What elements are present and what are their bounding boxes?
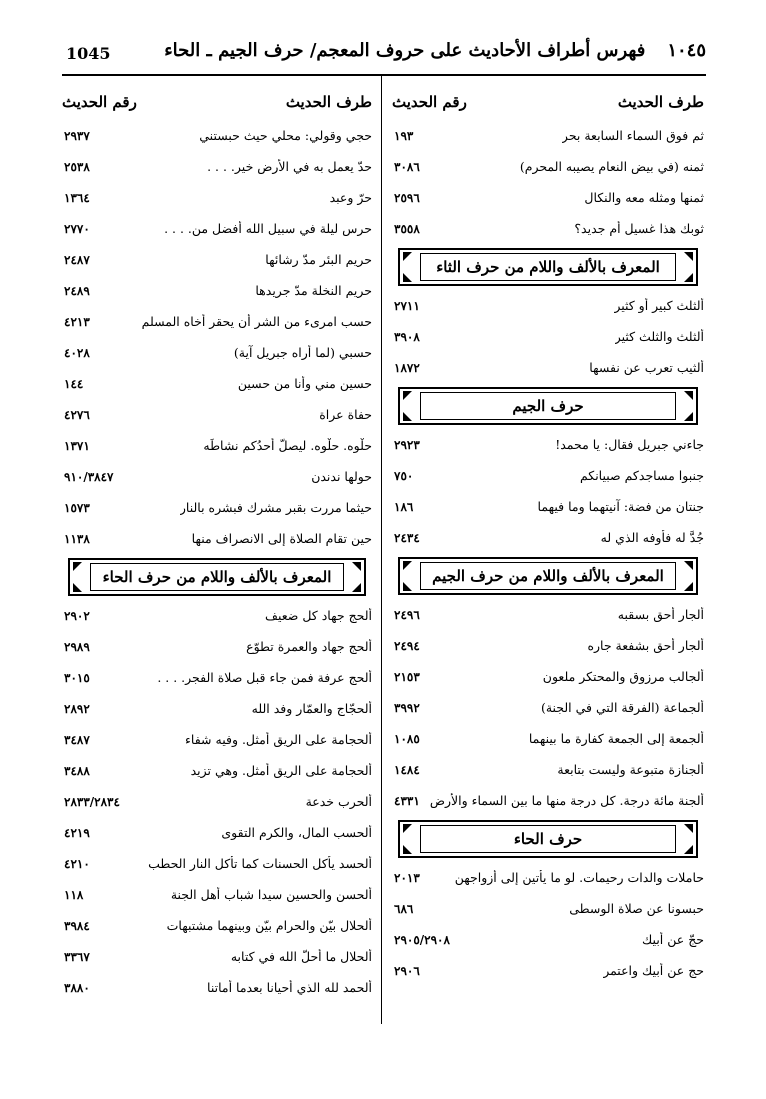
column-header-number: رقم الحديث (392, 93, 467, 111)
hadith-incipit: حاملات والدات رحيمات. لو ما يأتين إلى أزواجهن (454, 870, 704, 885)
hadith-incipit: ألحجّاج والعمّار وفد الله (251, 701, 372, 716)
hadith-number: ٣٠٨٦ (394, 159, 420, 174)
hadith-number: ٢٩٨٩ (64, 639, 90, 654)
index-entry (392, 754, 704, 785)
hadith-number: ١٨٧٢ (394, 360, 420, 375)
hadith-number: ٣٨٨٠ (64, 980, 90, 995)
hadith-incipit: ألجنازة متبوعة وليست بتابعة (557, 762, 704, 777)
index-entry (62, 244, 372, 275)
corner-ornament-icon (403, 391, 412, 400)
hadith-incipit: حسب امرىء من الشر أن يحقر أخاه المسلم (141, 314, 372, 329)
hadith-number: ٤٢١٣ (64, 314, 90, 329)
corner-ornament-icon (403, 273, 412, 282)
hadith-incipit: ألجنة مائة درجة. كل درجة منها ما بين السماء والأرض (429, 793, 704, 808)
hadith-incipit: ألحمد لله الذي أحيانا بعدما أماتنا (207, 980, 372, 995)
index-entry (62, 523, 372, 554)
column-divider (381, 76, 382, 1024)
index-entry (392, 321, 704, 352)
running-title (164, 40, 706, 61)
hadith-number: ٣٤٨٧ (64, 732, 90, 747)
hadith-number: ٣٤٨٨ (64, 763, 90, 778)
index-entry (392, 955, 704, 986)
hadith-number: ٢٩٢٣ (394, 437, 420, 452)
hadith-incipit: حجّ عن أبيك (642, 932, 704, 947)
section-heading-label: المعرف بالألف واللام من حرف الثاء (436, 258, 660, 276)
hadith-number: ٩١٠/٣٨٤٧ (64, 469, 114, 484)
hadith-number: ٢٤٣٤ (394, 530, 420, 545)
hadith-incipit: ألثلث كبير أو كثير (614, 298, 704, 313)
index-entry (392, 491, 704, 522)
index-entry (392, 630, 704, 661)
index-entry (392, 290, 704, 321)
section-heading (398, 248, 698, 286)
hadith-incipit: حين تقام الصلاة إلى الانصراف منها (191, 531, 372, 546)
index-entry (62, 306, 372, 337)
hadith-incipit: ألجار أحق بشفعة جاره (587, 638, 704, 653)
index-entry (62, 724, 372, 755)
corner-ornament-icon (352, 583, 361, 592)
hadith-incipit: حدّ يعمل به في الأرض خير. . . . (207, 159, 372, 174)
section-heading-label: حرف الجيم (512, 397, 584, 415)
index-entry (62, 368, 372, 399)
hadith-incipit: جنتان من فضة: آنيتهما وما فيهما (537, 499, 704, 514)
section-heading-label: حرف الحاء (513, 830, 583, 848)
index-entry (62, 848, 372, 879)
index-entry (392, 182, 704, 213)
hadith-incipit: ثمنه (في بيض النعام يصيبه المحرم) (519, 159, 704, 174)
hadith-number: ٢٧٧٠ (64, 221, 90, 236)
hadith-incipit: ألحسد يأكل الحسنات كما تأكل النار الحطب (148, 856, 372, 871)
hadith-number: ٤٢١٠ (64, 856, 90, 871)
index-entry (62, 910, 372, 941)
hadith-incipit: حيثما مررت بقبر مشرك فبشره بالنار (179, 500, 372, 515)
hadith-number: ٧٥٠ (394, 468, 414, 483)
index-entry (392, 120, 704, 151)
hadith-incipit: حولها ندندن (311, 469, 372, 484)
page-header (62, 38, 706, 76)
hadith-number: ١٠٨٥ (394, 731, 420, 746)
index-entry (62, 662, 372, 693)
hadith-incipit: جُدَّ له فأوفه الذي له (600, 530, 704, 545)
hadith-incipit: ألحرب خدعة (305, 794, 372, 809)
index-entry (392, 723, 704, 754)
page-number-arabic: ١٠٤٥ (667, 40, 706, 61)
index-entry (62, 275, 372, 306)
hadith-incipit: حرّ وعبد (329, 190, 372, 205)
hadith-number: ٢٨٣٣/٢٨٣٤ (64, 794, 120, 809)
hadith-number: ٢٩٠٢ (64, 608, 90, 623)
index-entry (392, 460, 704, 491)
index-entry (392, 924, 704, 955)
hadith-incipit: حسبي (لما أراه جبريل آية) (233, 345, 372, 360)
section-heading (398, 820, 698, 858)
hadith-number: ٢٥٣٨ (64, 159, 90, 174)
hadith-incipit: حفاة عراة (319, 407, 372, 422)
hadith-incipit: ألجماعة (الفرقة التي في الجنة) (540, 700, 704, 715)
hadith-number: ١٥٧٣ (64, 500, 90, 515)
hadith-number: ٣٥٥٨ (394, 221, 420, 236)
index-entry (392, 522, 704, 553)
corner-ornament-icon (684, 561, 693, 570)
hadith-incipit: حج عن أبيك واعتمر (603, 963, 704, 978)
hadith-incipit: حريم البئر مدّ رشائها (265, 252, 372, 267)
left-column (62, 84, 372, 1003)
hadith-incipit: ألجار أحق بسقبه (617, 607, 704, 622)
index-entry (392, 213, 704, 244)
index-entry (392, 599, 704, 630)
index-entry (62, 461, 372, 492)
hadith-number: ٢٤٨٧ (64, 252, 90, 267)
index-entry (62, 492, 372, 523)
index-entry (62, 182, 372, 213)
index-entry (62, 337, 372, 368)
hadith-incipit: ألحلال ما أحلّ الله في كتابه (230, 949, 372, 964)
hadith-number: ٢٤٩٦ (394, 607, 420, 622)
corner-ornament-icon (403, 252, 412, 261)
hadith-number: ٢١٥٣ (394, 669, 420, 684)
hadith-incipit: ألحجامة على الريق أمثل. وفيه شفاء (185, 732, 372, 747)
running-title-text: فهرس أطراف الأحاديث على حروف المعجم/ حرف الجيم ـ الحاء (164, 40, 646, 61)
index-entry (392, 151, 704, 182)
index-entry (62, 879, 372, 910)
hadith-number: ٢٥٩٦ (394, 190, 420, 205)
corner-ornament-icon (403, 561, 412, 570)
hadith-incipit: حلْوه. حلْوه. ليصلّ أحدُكم نشاطَه (203, 438, 372, 453)
hadith-number: ٢٩٣٧ (64, 128, 90, 143)
hadith-number: ١٤٤ (64, 376, 84, 391)
hadith-number: ٤٠٢٨ (64, 345, 90, 360)
hadith-number: ٦٨٦ (394, 901, 414, 916)
index-entry (62, 120, 372, 151)
hadith-incipit: ألحجامة على الريق أمثل. وهي تزيد (190, 763, 372, 778)
hadith-incipit: ألحلال بيّن والحرام بيّن وبينهما مشتبهات (166, 918, 372, 933)
section-heading (398, 387, 698, 425)
index-entry (62, 430, 372, 461)
index-entry (392, 352, 704, 383)
hadith-incipit: حجي وقولي: محلي حيث حبستني (199, 128, 372, 143)
hadith-number: ١٣٧١ (64, 438, 90, 453)
index-entry (392, 692, 704, 723)
corner-ornament-icon (73, 583, 82, 592)
hadith-number: ١١٣٨ (64, 531, 90, 546)
index-entry (62, 399, 372, 430)
index-entry (62, 213, 372, 244)
section-heading (68, 558, 366, 596)
hadith-number: ١١٨ (64, 887, 84, 902)
index-entry (62, 972, 372, 1003)
section-heading-label: المعرف بالألف واللام من حرف الجيم (432, 567, 664, 585)
hadith-incipit: ثوبك هذا غسيل أم جديد؟ (574, 221, 704, 236)
index-entry (62, 817, 372, 848)
hadith-number: ٢٤٨٩ (64, 283, 90, 298)
hadith-number: ٣٩٨٤ (64, 918, 90, 933)
hadith-number: ٤٢١٩ (64, 825, 90, 840)
column-header-number: رقم الحديث (62, 93, 137, 111)
hadith-incipit: جنبوا مساجدكم صبيانكم (579, 468, 704, 483)
corner-ornament-icon (684, 582, 693, 591)
index-entry (62, 786, 372, 817)
hadith-incipit: ألحسن والحسين سيدا شباب أهل الجنة (170, 887, 372, 902)
index-entry (62, 631, 372, 662)
index-entry (392, 893, 704, 924)
section-heading (398, 557, 698, 595)
index-entry (392, 862, 704, 893)
index-entry (62, 151, 372, 182)
hadith-incipit: ألحج عرفة فمن جاء قبل صلاة الفجر. . . . (157, 670, 372, 685)
hadith-incipit: ألثيب تعرب عن نفسها (589, 360, 704, 375)
hadith-number: ٣٣٦٧ (64, 949, 90, 964)
hadith-number: ٣٩٠٨ (394, 329, 420, 344)
hadith-number: ٢٧١١ (394, 298, 420, 313)
hadith-incipit: حبسونا عن صلاة الوسطى (569, 901, 704, 916)
column-header-title: طرف الحديث (617, 93, 704, 111)
corner-ornament-icon (403, 582, 412, 591)
column-header-title: طرف الحديث (285, 93, 372, 111)
hadith-incipit: حسين مني وأنا من حسين (237, 376, 372, 391)
hadith-incipit: ألجالب مرزوق والمحتكر ملعون (542, 669, 704, 684)
hadith-incipit: حريم النخلة مدّ جريدها (255, 283, 372, 298)
corner-ornament-icon (403, 824, 412, 833)
hadith-incipit: ألحسب المال، والكرم التقوى (221, 825, 372, 840)
right-column (392, 84, 704, 986)
corner-ornament-icon (684, 412, 693, 421)
corner-ornament-icon (403, 845, 412, 854)
corner-ornament-icon (684, 845, 693, 854)
corner-ornament-icon (684, 273, 693, 282)
hadith-number: ٤٣٣١ (394, 793, 420, 808)
hadith-number: ٣٠١٥ (64, 670, 90, 685)
hadith-incipit: جاءني جبريل فقال: يا محمد! (555, 437, 704, 452)
hadith-number: ١٣٦٤ (64, 190, 90, 205)
corner-ornament-icon (684, 391, 693, 400)
hadith-number: ٢٩٠٥/٢٩٠٨ (394, 932, 450, 947)
index-entry (392, 429, 704, 460)
corner-ornament-icon (403, 412, 412, 421)
hadith-number: ٤٢٧٦ (64, 407, 90, 422)
hadith-number: ١٤٨٤ (394, 762, 420, 777)
hadith-number: ٢٠١٣ (394, 870, 420, 885)
index-entry (62, 941, 372, 972)
page-number-latin: 1045 (66, 44, 111, 63)
hadith-incipit: ألثلث والثلث كثير (614, 329, 704, 344)
index-entry (62, 600, 372, 631)
section-heading-label: المعرف بالألف واللام من حرف الحاء (102, 568, 332, 586)
index-entry (62, 755, 372, 786)
hadith-incipit: ألحج جهاد كل ضعيف (265, 608, 372, 623)
hadith-number: ٣٩٩٢ (394, 700, 420, 715)
corner-ornament-icon (352, 562, 361, 571)
index-entry (62, 693, 372, 724)
hadith-incipit: حرس ليلة في سبيل الله أفضل من. . . . (164, 221, 372, 236)
column-header (62, 84, 372, 120)
hadith-number: ٢٤٩٤ (394, 638, 420, 653)
hadith-incipit: ثمنها ومثله معه والنكال (584, 190, 704, 205)
index-entry (392, 661, 704, 692)
column-header (392, 84, 704, 120)
hadith-incipit: ألحج جهاد والعمرة تطوّع (246, 639, 372, 654)
hadith-incipit: ثم فوق السماء السابعة بحر (561, 128, 704, 143)
index-entry (392, 785, 704, 816)
corner-ornament-icon (73, 562, 82, 571)
hadith-number: ١٨٦ (394, 499, 414, 514)
hadith-number: ١٩٣ (394, 128, 414, 143)
hadith-incipit: ألجمعة إلى الجمعة كفارة ما بينهما (528, 731, 704, 746)
hadith-number: ٢٩٠٦ (394, 963, 420, 978)
corner-ornament-icon (684, 824, 693, 833)
corner-ornament-icon (684, 252, 693, 261)
hadith-number: ٢٨٩٢ (64, 701, 90, 716)
